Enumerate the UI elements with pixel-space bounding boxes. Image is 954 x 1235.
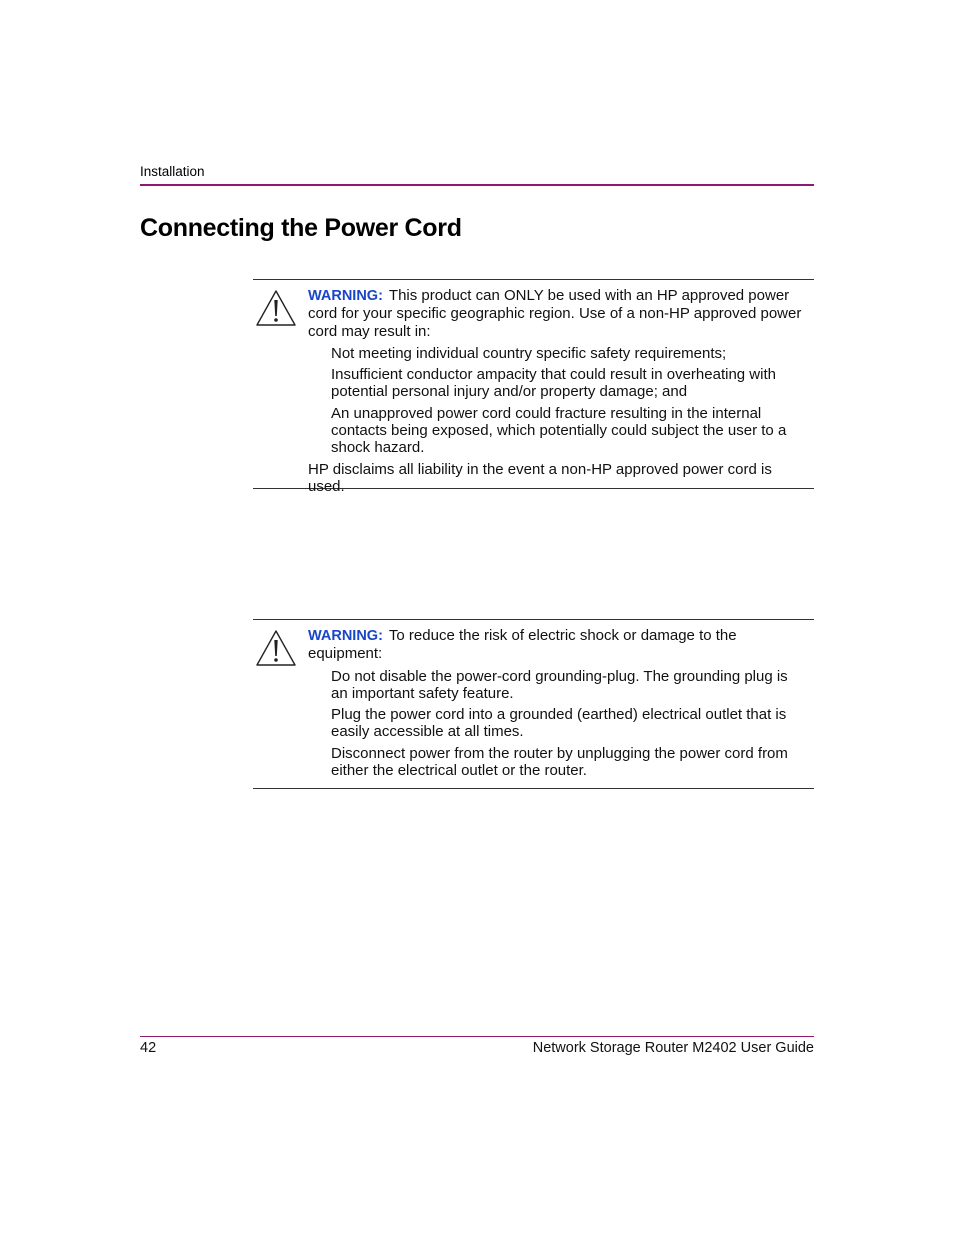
warning-disclaimer: HP disclaims all liability in the event a non-HP approved power cord is used.	[308, 460, 772, 495]
warning-box-electric-shock	[253, 619, 814, 789]
warning-lead	[308, 287, 808, 340]
warning-body	[308, 287, 808, 495]
header-rule	[140, 184, 814, 186]
warning-triangle-icon	[255, 289, 297, 327]
warning-label: WARNING:	[308, 288, 383, 304]
list-item: An unapproved power cord could fracture resulting in the internal contacts being exposed, which potentially could subject the user to a shock hazard.	[331, 404, 787, 457]
footer-rule	[140, 1036, 814, 1037]
list-item: Do not disable the power-cord grounding-plug. The grounding plug is an important safety feature.	[331, 667, 788, 702]
warning-text: To reduce the risk of electric shock or damage to the equipment:	[308, 627, 737, 663]
document-title: Network Storage Router M2402 User Guide	[532, 1040, 814, 1056]
warning-text: This product can ONLY be used with an HP approved power cord for your specific geographic region. Use of a non-HP approved power cord may result in:	[308, 287, 802, 340]
list-item: Disconnect power from the router by unplugging the power cord from either the electrical outlet or the router.	[331, 744, 788, 780]
list-item: Plug the power cord into a grounded (earthed) electrical outlet that is easily accessible at all times.	[331, 706, 787, 741]
page-title: Connecting the Power Cord	[140, 214, 462, 242]
warning-box-power-cord	[253, 279, 814, 495]
warning-label: WARNING:	[308, 628, 383, 644]
warning-list	[331, 345, 808, 457]
warning-body	[308, 627, 808, 783]
list-item: Not meeting individual country specific safety requirements;	[331, 344, 727, 362]
warning-lead	[308, 627, 808, 663]
warning-triangle-icon	[255, 629, 297, 667]
page-number: 42	[140, 1040, 157, 1056]
running-header: Installation	[140, 164, 205, 179]
warning-list	[331, 668, 808, 780]
list-item: Insufficient conductor ampacity that could result in overheating with potential personal injury and/or property damage; and	[331, 366, 776, 401]
